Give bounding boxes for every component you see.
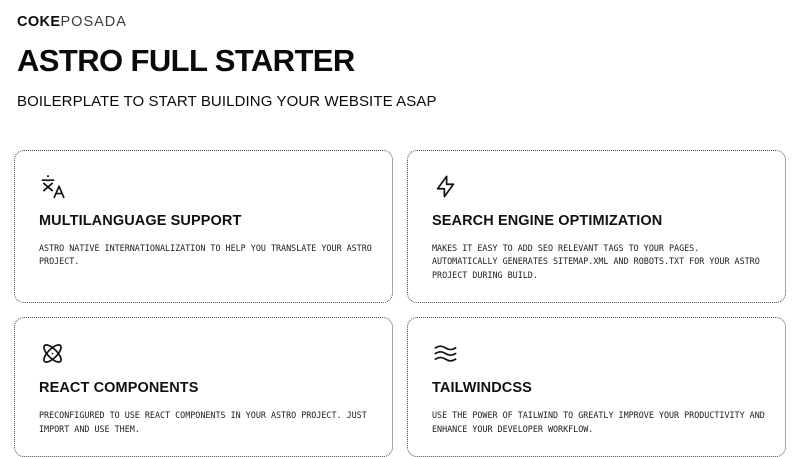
feature-title: MULTILANGUAGE SUPPORT xyxy=(39,212,242,229)
bolt-icon xyxy=(432,173,459,200)
page-title: ASTRO FULL STARTER xyxy=(17,43,355,79)
page-subtitle: BOILERPLATE TO START BUILDING YOUR WEBSITE ASAP xyxy=(17,92,437,110)
feature-card-tailwindcss xyxy=(407,317,786,457)
feature-card-react xyxy=(14,317,393,457)
feature-description: ASTRO NATIVE INTERNATIONALIZATION TO HELP YOU TRANSLATE YOUR ASTRO PROJECT. xyxy=(39,242,372,267)
logo-primary-text: COKE xyxy=(17,14,61,30)
feature-description: USE THE POWER OF TAILWIND TO GREATLY IMPROVE YOUR PRODUCTIVITY AND ENHANCE YOUR DEVELOPER WORKFLOW. xyxy=(432,410,765,434)
feature-card-multilanguage xyxy=(14,150,393,303)
feature-grid xyxy=(14,150,786,457)
feature-card-seo xyxy=(407,150,786,303)
atom-icon xyxy=(39,340,66,367)
hero-section xyxy=(14,45,786,110)
feature-title: REACT COMPONENTS xyxy=(39,380,199,397)
feature-title: SEARCH ENGINE OPTIMIZATION xyxy=(432,212,663,229)
feature-title: TAILWINDCSS xyxy=(432,380,532,397)
feature-description: MAKES IT EASY TO ADD SEO RELEVANT TAGS TO YOUR PAGES. AUTOMATICALLY GENERATES SITEMAP.XML AND ROBOTS.TXT FOR YOUR ASTRO PROJECT DURING BUILD. xyxy=(432,242,760,280)
language-icon xyxy=(39,173,66,200)
feature-description: PRECONFIGURED TO USE REACT COMPONENTS IN YOUR ASTRO PROJECT. JUST IMPORT AND USE THEM. xyxy=(39,410,367,434)
ripple-icon xyxy=(432,340,459,367)
logo-link[interactable] xyxy=(14,14,127,31)
site-header xyxy=(14,13,786,31)
logo-secondary-text: POSADA xyxy=(60,14,127,30)
